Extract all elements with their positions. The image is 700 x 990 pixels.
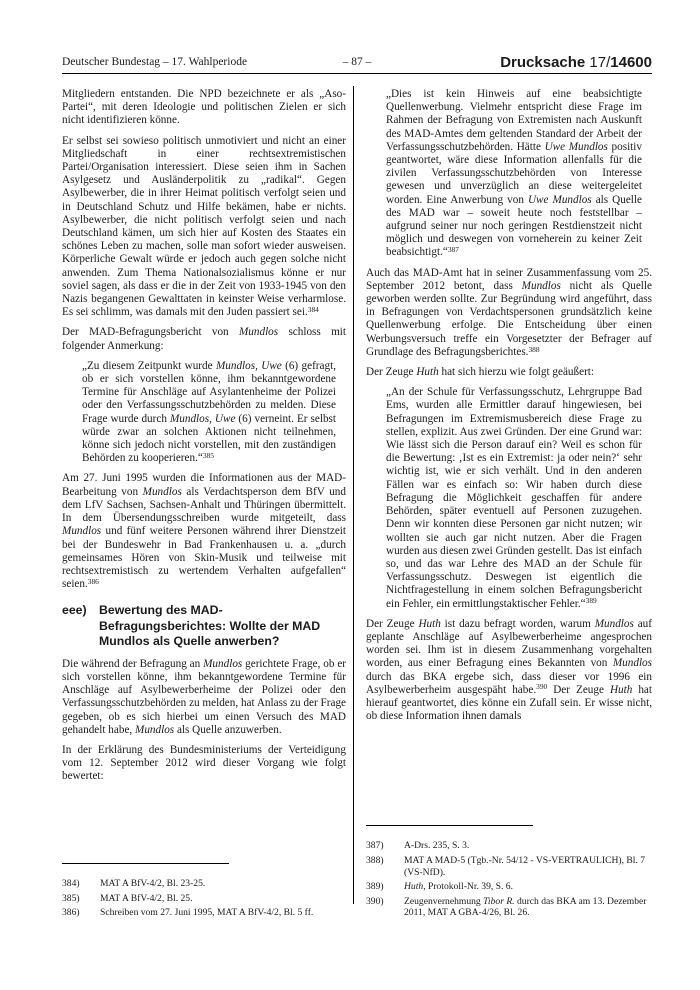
drucksache-period-prefix: 17/ xyxy=(589,54,611,71)
header-rule xyxy=(62,73,652,74)
section-heading-text: Bewertung des MAD-Befragungsberichtes: Wollte der MAD Mundlos als Quelle anwerben? xyxy=(99,603,321,649)
footnote-separator-rule xyxy=(62,863,229,864)
paragraph: Der Zeuge Huth ist dazu befragt worden, warum Mundlos auf geplante Anschläge auf Asylbewerberheime angesprochen worden sei. Ihm ist in diesem Zusammenhang vorgehalten worden, aus einer Befragung eines Bekannten von Mundlos durch das BKA ergebe sich, dass dieser vor 1996 ein Asylbewerberheim ausgespäht habe.$^{390}$ Der Zeuge Huth hat hierauf geantwortet, dies könne ein Zufall sein. Er wisse nicht, ob diese Information ihnen damals xyxy=(366,617,652,723)
left-column-body xyxy=(62,88,346,863)
footnote-separator-rule xyxy=(366,825,533,826)
paragraph: Er selbst sei sowieso politisch unmotiviert und nicht an einer Mitgliedschaft in einer rechtsextremistischen Partei/Organisation interessiert. Diese seien ihm in Sachen Asylgesetz und Ausländerpolitik zu „radikal“. Gegen Asylbewerber, die in ihrer Heimat politisch verfolgt seien und in Deutschland Schutz und Hilfe bekämen, habe er nichts. Asylbewerber, die nicht politisch verfolgt seien und nach Deutschland kämen, um sich hier auf Kosten des Staates ein schönes Leben zu machen, solle man sofort wieder ausweisen. Körperliche Gewalt würde er jedoch auch gegen solche nicht anwenden. Zum Thema Nationalsozialismus könne er nur soviel sagen, als dass er die in der Zeit von 1933-1945 von den Nazis begangenen Gewalttaten in keinster Weise verharmlose. Es sei schlimm, was damals mit den Juden passiert sei.$^{384}$ xyxy=(62,134,346,319)
footnote-reference: 384 xyxy=(307,304,319,314)
footnote xyxy=(366,840,652,852)
footnote xyxy=(62,878,346,890)
right-column-body xyxy=(366,88,652,825)
footnote-number: 386) xyxy=(62,907,80,919)
footnote xyxy=(62,893,346,905)
footnote-number: 387) xyxy=(366,840,384,852)
footnote-text: MAT A MAD-5 (Tgb.-Nr. 54/12 - VS-VERTRAULICH), Bl. 7 (VS-NfD). xyxy=(404,855,646,878)
footnote-text: A-Drs. 235, S. 3. xyxy=(404,840,470,852)
footnote-reference: 388 xyxy=(528,344,540,354)
footnote-number: 389) xyxy=(366,881,384,893)
drucksache-reference xyxy=(500,54,652,71)
footnote xyxy=(62,907,346,919)
page-number: – 87 – xyxy=(342,56,372,68)
footnote-text: Schreiben vom 27. Juni 1995, MAT A BfV-4/2, Bl. 5 ff. xyxy=(100,907,314,919)
drucksache-label: Drucksache xyxy=(500,54,590,71)
footnote-text: MAT A BfV-4/2, Bl. 25. xyxy=(100,892,193,904)
right-footnote-block xyxy=(366,825,652,922)
footnote-reference: 387 xyxy=(447,245,459,255)
footnote-reference: 386 xyxy=(87,576,99,586)
footnote-number: 388) xyxy=(366,855,384,867)
paragraph: Der Zeuge Huth hat sich hierzu wie folgt geäußert: xyxy=(366,366,595,379)
section-heading xyxy=(62,603,346,650)
page-header xyxy=(62,50,652,71)
section-heading-label: eee) xyxy=(62,603,87,618)
footnote-reference: 390 xyxy=(536,682,548,692)
left-footnotes xyxy=(62,878,346,919)
paragraph: In der Erklärung des Bundesministeriums der Verteidigung vom 12. September 2012 wird dieser Vorgang wie folgt bewertet: xyxy=(62,744,346,783)
drucksache-number: 14600 xyxy=(610,54,652,71)
footnote-text: MAT A BfV-4/2, Bl. 23-25. xyxy=(100,878,206,890)
block-quote: „Dies ist kein Hinweis auf eine beabsichtigte Quellenwerbung. Vielmehr entspricht diese Frage im Rahmen der Befragung von Extremisten nach Auskunft des MAD-Amtes dem geltenden Standard der Arbeit der Verfassungsschutzbehörden. Hätte Uwe Mundlos positiv geantwortet, wäre diese Information allenfalls für die zivilen Verfassungsschutzbehörden von Interesse gewesen und unverzüglich an diese weitergeleitet worden. Eine Anwerbung von Uwe Mundlos als Quelle des MAD war – soweit heute noch feststellbar – aufgrund seiner nur noch geringen Restdienstzeit nicht möglich und deswegen von vorneherein zu keiner Zeit beabsichtigt.“$^{387}$ xyxy=(386,88,642,259)
footnote-text: Zeugenvernehmung Tibor R. durch das BKA am 13. Dezember 2011, MAT A GBA-4/26, Bl. 26. xyxy=(404,895,647,919)
footnote-number: 390) xyxy=(366,895,384,907)
right-column xyxy=(366,88,652,922)
left-column xyxy=(62,88,346,922)
footnote-reference: 389 xyxy=(585,596,597,606)
footnote xyxy=(366,881,652,893)
header-parliament-label: Deutscher Bundestag – 17. Wahlperiode xyxy=(62,56,248,68)
left-footnote-block xyxy=(62,863,346,922)
block-quote: „Zu diesem Zeitpunkt wurde Mundlos, Uwe (6) gefragt, ob er sich vorstellen könne, ihm bekanntgewordene Termine für Anschläge auf Asylantenheime der Polizei oder den Verfassungsschutzbehörden zu melden. Diese Frage wurde durch Mundlos, Uwe (6) verneint. Er selbst würde zwar an solchen Aktionen nicht teilnehmen, könne sich jedoch nicht vorstellen, mit den zuständigen Behörden zu kooperieren.“$^{385}$ xyxy=(82,359,336,465)
paragraph: Auch das MAD-Amt hat in seiner Zusammenfassung vom 25. September 2012 betont, dass Mundlos nicht als Quelle geworben werden sollte. Zur Begründung wird angeführt, dass in Befragungen von Verdachtspersonen grundsätzlich keine Quellenwerbung erfolge. Die Entscheidung über einen Werbungsversuch treffe ein Vorgesetzter der Befrager auf Grundlage des Befragungsberichtes.$^{388}$ xyxy=(366,266,652,358)
footnote-text: Huth, Protokoll-Nr. 39, S. 6. xyxy=(404,881,514,893)
column-divider xyxy=(353,86,354,904)
paragraph: Die während der Befragung an Mundlos gerichtete Frage, ob er sich vorstellen könne, ihm bekanntgewordene Termine für Anschläge auf Asylbewerberheime der Polizei oder den Verfassungsschutzbehörden zu melden, hat Anlass zu der Frage gegeben, ob es sich hierbei um einen Versuch des MAD gehandelt habe, Mundlos als Quelle anzuwerben. xyxy=(62,657,346,736)
paragraph: Der MAD-Befragungsbericht von Mundlos schloss mit folgender Anmerkung: xyxy=(62,326,346,352)
right-footnotes xyxy=(366,840,652,919)
paragraph: Am 27. Juni 1995 wurden die Informationen aus der MAD-Bearbeitung von Mundlos als Verdachtsperson dem BfV und dem LfV Sachsen, Sachsen-Anhalt und Thüringen übermittelt. In dem Übersendungsschreiben wurde mitgeteilt, dass Mundlos und fünf weitere Personen während ihrer Dienstzeit bei der Bundeswehr in Bad Frankenhausen u. a. „durch gemeinsames Hören von Skin-Musik und teilweise mit rechtsextremistisch zu wertendem Verhalten aufgefallen“ seien.$^{386}$ xyxy=(62,472,346,591)
paragraph: Mitgliedern entstanden. Die NPD bezeichnete er als „Aso-Partei“, mit deren Ideologie und politischen Zielen er sich nicht identifizieren könne. xyxy=(62,88,346,127)
footnote-number: 385) xyxy=(62,892,80,904)
footnote xyxy=(366,896,652,919)
footnote-number: 384) xyxy=(62,878,80,890)
block-quote: „An der Schule für Verfassungsschutz, Lehrgruppe Bad Ems, wurden alle Ermittler darauf hingewiesen, bei Befragungen im Extremismusbereich diese Frage zu stellen, explizit. Aus zwei Gründen. Der eine Grund war: Wie lässt sich die Person darauf ein? Weil es schon für die Bewertung: ‚Ist es ein Extremist: ja oder nein?‘ sehr wichtig ist, wie er sich verhält. Und in den anderen Fällen war es einfach so: Wir haben durch diese Befragung die Möglichkeit geschaffen für andere Behörden, später eventuell auf Personen zuzugehen. Denn wir konnten diese Personen gar nicht nutzen; wir wollten sie auch gar nicht nutzen. Aber die Fragen wurden aus diesen zwei Gründen gestellt. Das ist einfach so, und das war Lehre des MAD an der Schule für Verfassungsschutz. Deswegen ist eigentlich die Nichtfragestellung in einem solchen Befragungsbericht ein Fehler, ein ermittlungstaktischer Fehler.“$^{389}$ xyxy=(386,386,642,610)
footnote xyxy=(366,855,652,878)
footnote-reference: 385 xyxy=(202,450,214,460)
